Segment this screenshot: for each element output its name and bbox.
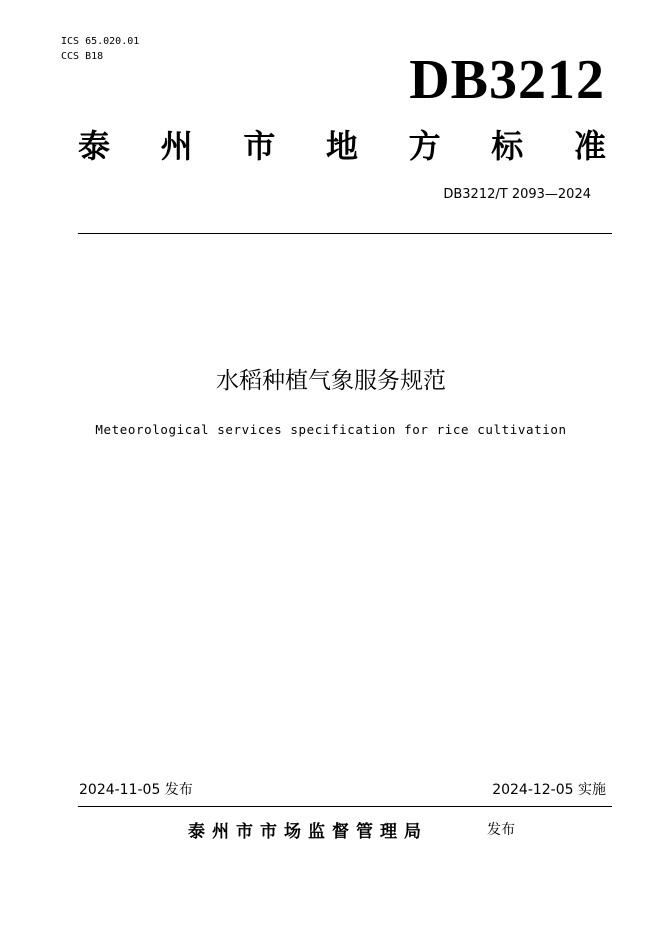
publisher-name: 泰州市市场监督管理局 bbox=[188, 822, 428, 842]
standard-type-char: 市 bbox=[243, 127, 276, 165]
standard-number: DB3212/T 2093—2024 bbox=[443, 187, 591, 202]
ccs-code: CCS B18 bbox=[61, 51, 104, 62]
db-code-logo: DB3212 bbox=[409, 49, 605, 111]
publish-label: 发布 bbox=[487, 822, 515, 838]
document-title-chinese: 水稻种植气象服务规范 bbox=[216, 368, 446, 394]
standard-type-char: 准 bbox=[573, 127, 606, 165]
standard-type-char: 州 bbox=[160, 127, 193, 165]
issue-date: 2024-11-05 发布 bbox=[79, 782, 193, 798]
ics-code: ICS 65.020.01 bbox=[61, 36, 140, 47]
header-divider bbox=[78, 233, 612, 234]
footer-divider bbox=[78, 806, 612, 807]
document-title-english: Meteorological services specification for rice cultivation bbox=[95, 422, 567, 437]
implementation-date: 2024-12-05 实施 bbox=[492, 782, 606, 798]
standard-type-char: 标 bbox=[491, 127, 524, 165]
standard-type-heading bbox=[78, 127, 606, 165]
standard-type-char: 泰 bbox=[78, 127, 111, 165]
standard-type-char: 地 bbox=[325, 127, 358, 165]
standard-type-char: 方 bbox=[408, 127, 441, 165]
